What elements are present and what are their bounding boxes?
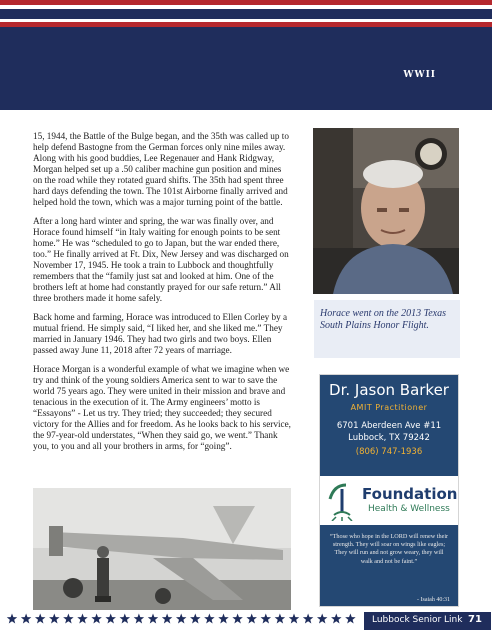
star-icon [303, 614, 313, 624]
star-icon [190, 614, 200, 624]
ad-credential: AMIT Practitioner [350, 403, 428, 412]
section-label: WWII [403, 70, 436, 80]
top-navy-stripe [0, 9, 492, 19]
star-icon [7, 614, 17, 624]
star-icon [204, 614, 214, 624]
footer-stars-row [6, 612, 361, 626]
star-icon [289, 614, 299, 624]
airplane-photo [33, 488, 291, 610]
star-icon [77, 614, 87, 624]
star-icon [91, 614, 101, 624]
star-icon [105, 614, 115, 624]
star-icon [345, 614, 355, 624]
star-icon [162, 614, 172, 624]
star-icon [317, 614, 327, 624]
ad-address-line-2: Lubbock, TX 79242 [348, 433, 430, 443]
ad-quote-citation: - Isaiah 40:31 [417, 597, 450, 603]
photo-caption: Horace went on the 2013 Texas South Plains Honor Flight. [320, 308, 447, 331]
ad-address-line-1: 6701 Aberdeen Ave #11 [336, 421, 442, 431]
star-icon [35, 614, 45, 624]
star-icon [63, 614, 73, 624]
footer-publication-title: Lubbock Senior Link [372, 615, 463, 625]
article-paragraph-3: Back home and farming, Horace was introduced to Ellen Corley by a mutual friend. He simply said, “I liked her, and she liked me.” They married in January 1946. They had two girls and two boys. Ellen passed away June 11, 2018 after 72 years of marriage. [33, 312, 288, 355]
star-icon [232, 614, 242, 624]
star-icon [246, 614, 256, 624]
ad-brand-name: Foundation [362, 485, 458, 503]
star-icon [148, 614, 158, 624]
star-icon [176, 614, 186, 624]
star-icon [331, 614, 341, 624]
foundation-tree-logo-icon [324, 479, 364, 521]
page-number: 71 [468, 614, 482, 625]
star-icon [120, 614, 130, 624]
star-icon [275, 614, 285, 624]
star-icon [134, 614, 144, 624]
ad-phone[interactable]: (806) 747-1936 [355, 447, 423, 457]
star-icon [49, 614, 59, 624]
star-icon [21, 614, 31, 624]
portrait-photo [313, 128, 459, 294]
header-banner [0, 27, 492, 110]
ad-brand-subtitle: Health & Wellness [368, 504, 450, 514]
ad-doctor-name: Dr. Jason Barker [329, 381, 449, 399]
article-body [33, 131, 291, 460]
article-paragraph-1: 15, 1944, the Battle of the Bulge began, and the 35th was called up to help defend Bastogne from the German forces only nine miles away. Along with his good buddies, Lee Regenauer and Hank Ridgway, Morgan helped set up a .50 caliber machine gun position and mines on the road while they rotated guard shifts. The 35th had spent three hard days defending the town. The 101st Airborne finally arrived and helped hold the town, which was a major turning point of the battle. [33, 131, 289, 207]
ad-quote: “Those who hope in the LORD will renew their strength. They will soar on wings like eagles; They will run and not grow weary, they will walk and not be faint.” [329, 533, 449, 565]
star-icon [218, 614, 228, 624]
advertisement[interactable] [319, 374, 459, 607]
article-paragraph-2: After a long hard winter and spring, the war was finally over, and Horace found himself “in Italy waiting for enough points to be sent home.” He was “scheduled to go to Japan, but the war ended there, too.” He finally arrived at Ft. Dix, New Jersey and was discharged on November 17, 1945. He took a train to Lubbock and thoughtfully remembers that the “family just sat and looked at him. One of the brothers left at home had constantly prayed for our safe return.” All three brothers made it home safely. [33, 216, 289, 303]
article-paragraph-4: Horace Morgan is a wonderful example of what we imagine when we try and think of the young soldiers America sent to war to save the world 75 years ago. They were united in their mission and brave and tenacious in the execution of it. The Army engineers’ motto is “Essayons” - Let us try. They tried; they succeeded; they secured victory for the Allies and for freedom. As he looks back to his service, the 97-year-old understates, “When they said go, we went.” Thank you, to you and all your brothers in arms, for “going”. [33, 364, 291, 451]
star-icon [261, 614, 271, 624]
